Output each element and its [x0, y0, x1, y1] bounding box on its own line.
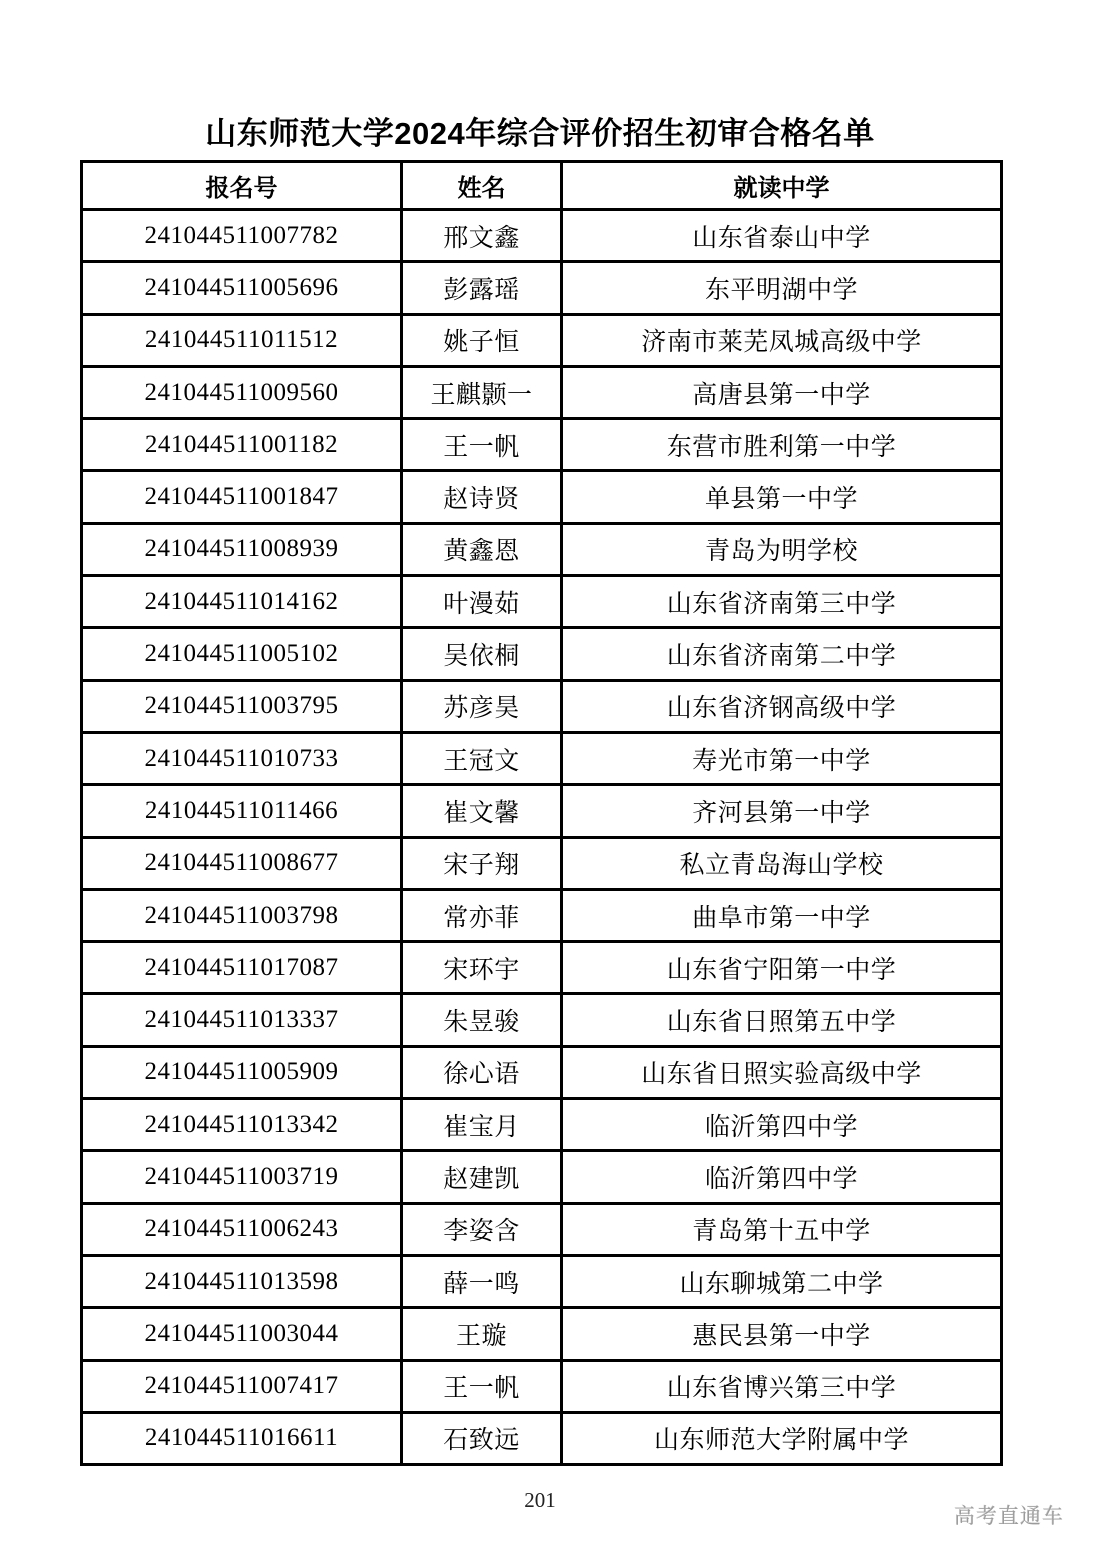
- table-row: [82, 1151, 1002, 1203]
- registration-number-cell: 241044511013337: [82, 994, 402, 1046]
- school-cell: 单县第一中学: [562, 471, 1002, 523]
- table-row: [82, 366, 1002, 418]
- registration-number-cell: 241044511006243: [82, 1203, 402, 1255]
- student-name-cell: 邢文鑫: [402, 210, 562, 262]
- table-row: [82, 1099, 1002, 1151]
- table-row: [82, 1046, 1002, 1098]
- student-name-cell: 吴依桐: [402, 628, 562, 680]
- student-name-cell: 王冠文: [402, 732, 562, 784]
- table-row: [82, 1203, 1002, 1255]
- school-cell: 山东聊城第二中学: [562, 1255, 1002, 1307]
- table-header-row: [82, 162, 1002, 210]
- school-cell: 东平明湖中学: [562, 262, 1002, 314]
- watermark-gaokao-zhitongche: 高考直通车: [954, 1505, 1064, 1528]
- student-name-cell: 徐心语: [402, 1046, 562, 1098]
- table-row: [82, 1412, 1002, 1464]
- registration-number-cell: 241044511007782: [82, 210, 402, 262]
- table-row: [82, 576, 1002, 628]
- student-name-cell: 崔宝月: [402, 1099, 562, 1151]
- school-cell: 山东省日照第五中学: [562, 994, 1002, 1046]
- school-cell: 惠民县第一中学: [562, 1308, 1002, 1360]
- school-cell: 青岛第十五中学: [562, 1203, 1002, 1255]
- registration-number-cell: 241044511011466: [82, 785, 402, 837]
- table-row: [82, 680, 1002, 732]
- registration-number-cell: 241044511001847: [82, 471, 402, 523]
- qualified-students-table: [80, 160, 1003, 1466]
- registration-number-cell: 241044511008677: [82, 837, 402, 889]
- registration-number-cell: 241044511003044: [82, 1308, 402, 1360]
- registration-number-cell: 241044511005102: [82, 628, 402, 680]
- registration-number-cell: 241044511001182: [82, 419, 402, 471]
- school-cell: 齐河县第一中学: [562, 785, 1002, 837]
- student-name-cell: 王璇: [402, 1308, 562, 1360]
- registration-number-cell: 241044511003719: [82, 1151, 402, 1203]
- student-name-cell: 苏彦昊: [402, 680, 562, 732]
- table-row: [82, 262, 1002, 314]
- student-name-cell: 石致远: [402, 1412, 562, 1464]
- table-row: [82, 1360, 1002, 1412]
- registration-number-cell: 241044511003795: [82, 680, 402, 732]
- table-row: [82, 210, 1002, 262]
- school-cell: 青岛为明学校: [562, 523, 1002, 575]
- table-row: [82, 942, 1002, 994]
- school-cell: 曲阜市第一中学: [562, 889, 1002, 941]
- table-row: [82, 471, 1002, 523]
- student-name-cell: 李姿含: [402, 1203, 562, 1255]
- page-number: 201: [524, 1488, 556, 1512]
- school-cell: 山东省日照实验高级中学: [562, 1046, 1002, 1098]
- table-row: [82, 889, 1002, 941]
- table-row: [82, 732, 1002, 784]
- school-cell: 临沂第四中学: [562, 1151, 1002, 1203]
- table-row: [82, 419, 1002, 471]
- school-cell: 山东省博兴第三中学: [562, 1360, 1002, 1412]
- student-name-cell: 赵诗贤: [402, 471, 562, 523]
- school-cell: 山东省济南第二中学: [562, 628, 1002, 680]
- school-cell: 临沂第四中学: [562, 1099, 1002, 1151]
- student-name-cell: 王一帆: [402, 1360, 562, 1412]
- table-row: [82, 1255, 1002, 1307]
- student-name-cell: 姚子恒: [402, 314, 562, 366]
- school-cell: 东营市胜利第一中学: [562, 419, 1002, 471]
- student-name-cell: 宋环宇: [402, 942, 562, 994]
- registration-number-cell: 241044511007417: [82, 1360, 402, 1412]
- column-header-school: 就读中学: [562, 162, 1002, 210]
- student-name-cell: 王麒颢一: [402, 366, 562, 418]
- student-name-cell: 赵建凯: [402, 1151, 562, 1203]
- school-cell: 山东省济南第三中学: [562, 576, 1002, 628]
- student-name-cell: 王一帆: [402, 419, 562, 471]
- page-title: 山东师范大学2024年综合评价招生初审合格名单: [205, 116, 875, 151]
- student-name-cell: 朱昱骏: [402, 994, 562, 1046]
- registration-number-cell: 241044511010733: [82, 732, 402, 784]
- table-row: [82, 837, 1002, 889]
- registration-number-cell: 241044511013598: [82, 1255, 402, 1307]
- column-header-student-name: 姓名: [402, 162, 562, 210]
- school-cell: 济南市莱芜凤城高级中学: [562, 314, 1002, 366]
- table-row: [82, 523, 1002, 575]
- table-row: [82, 994, 1002, 1046]
- school-cell: 山东省济钢高级中学: [562, 680, 1002, 732]
- registration-number-cell: 241044511009560: [82, 366, 402, 418]
- column-header-registration-number: 报名号: [82, 162, 402, 210]
- registration-number-cell: 241044511005909: [82, 1046, 402, 1098]
- registration-number-cell: 241044511005696: [82, 262, 402, 314]
- school-cell: 山东省宁阳第一中学: [562, 942, 1002, 994]
- table-row: [82, 785, 1002, 837]
- registration-number-cell: 241044511008939: [82, 523, 402, 575]
- student-name-cell: 薛一鸣: [402, 1255, 562, 1307]
- school-cell: 寿光市第一中学: [562, 732, 1002, 784]
- student-name-cell: 黄鑫恩: [402, 523, 562, 575]
- school-cell: 山东师范大学附属中学: [562, 1412, 1002, 1464]
- student-name-cell: 崔文馨: [402, 785, 562, 837]
- student-name-cell: 彭露瑶: [402, 262, 562, 314]
- table-body: [82, 210, 1002, 1465]
- school-cell: 私立青岛海山学校: [562, 837, 1002, 889]
- table-row: [82, 1308, 1002, 1360]
- table-row: [82, 628, 1002, 680]
- registration-number-cell: 241044511017087: [82, 942, 402, 994]
- school-cell: 山东省泰山中学: [562, 210, 1002, 262]
- registration-number-cell: 241044511011512: [82, 314, 402, 366]
- registration-number-cell: 241044511003798: [82, 889, 402, 941]
- student-name-cell: 宋子翔: [402, 837, 562, 889]
- table-row: [82, 314, 1002, 366]
- student-name-cell: 常亦菲: [402, 889, 562, 941]
- registration-number-cell: 241044511014162: [82, 576, 402, 628]
- registration-number-cell: 241044511016611: [82, 1412, 402, 1464]
- student-name-cell: 叶漫茹: [402, 576, 562, 628]
- registration-number-cell: 241044511013342: [82, 1099, 402, 1151]
- school-cell: 高唐县第一中学: [562, 366, 1002, 418]
